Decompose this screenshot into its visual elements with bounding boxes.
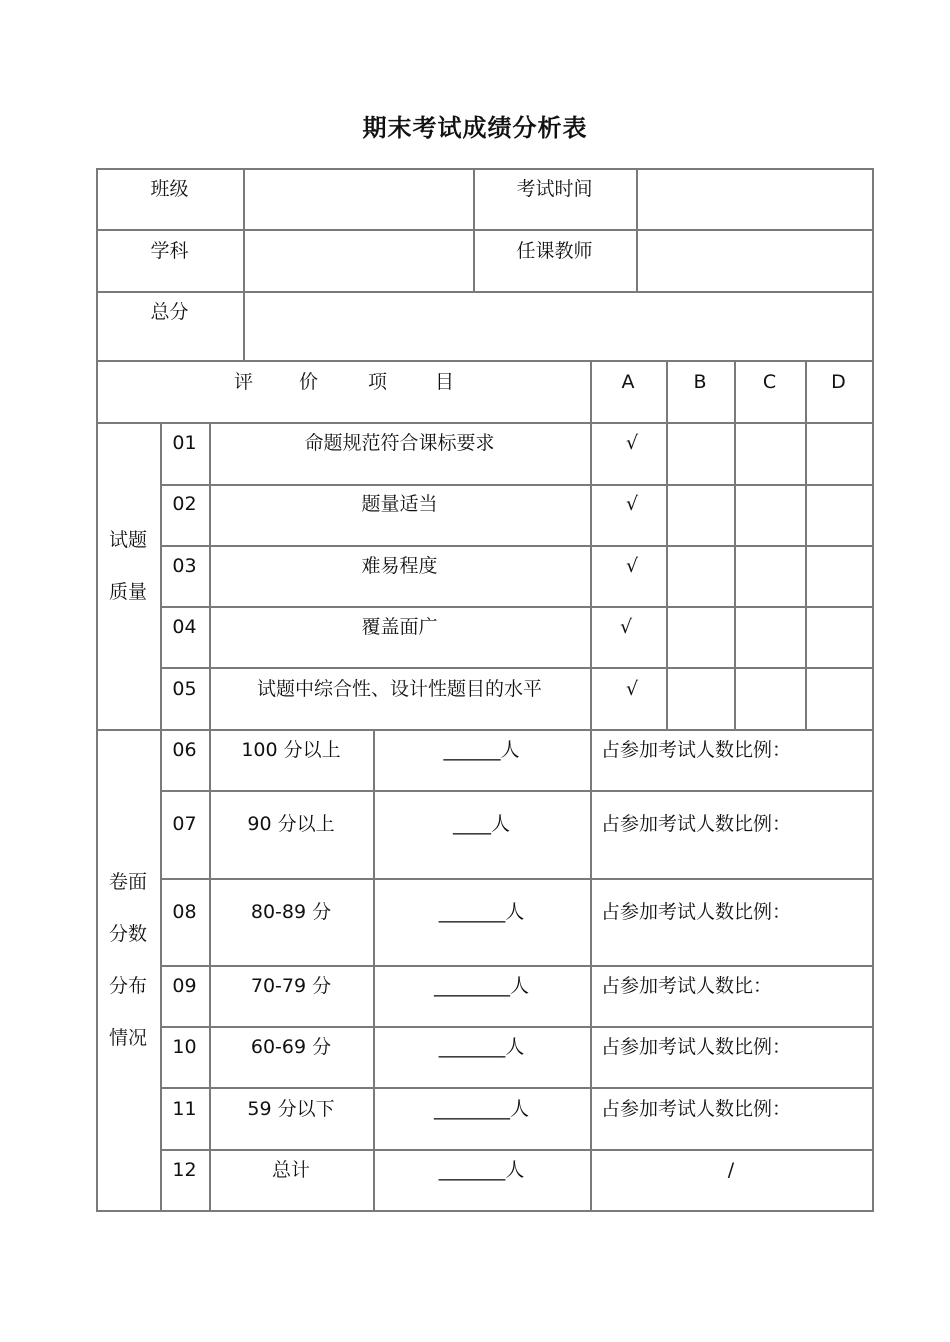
grade-c-header: C: [762, 371, 777, 393]
student-count: ________人: [433, 975, 529, 997]
score-range: 70-79 分: [250, 975, 332, 997]
col-divider: [666, 360, 668, 729]
item-number: 08: [172, 901, 197, 923]
col-divider: [805, 360, 807, 729]
eval-header-char: 价: [299, 371, 319, 393]
ratio-label: 占参加考试人数比例：: [601, 901, 792, 923]
item-number: 03: [172, 555, 197, 577]
score-range: 100 分以上: [241, 739, 341, 761]
grade-a-check: √: [626, 555, 639, 577]
distribution-group-label: [96, 856, 160, 1064]
total-label-row: 总计: [271, 1159, 310, 1181]
student-count: ________人: [433, 1098, 529, 1120]
distribution-group-label-line: 情况: [108, 1027, 147, 1049]
col-divider: [243, 168, 245, 360]
quality-group-label-line: 质量: [108, 581, 147, 603]
page-title: 期末考试成绩分析表: [362, 114, 588, 142]
row-divider: [96, 291, 874, 293]
grade-a-check: √: [626, 678, 639, 700]
row-divider: [160, 545, 874, 547]
eval-header-char: 评: [234, 371, 254, 393]
item-number: 11: [172, 1098, 197, 1120]
score-range: 60-69 分: [250, 1036, 332, 1058]
item-number: 07: [172, 813, 197, 835]
row-divider: [160, 1026, 874, 1028]
class-label: 班级: [150, 178, 189, 200]
student-count: _______人: [438, 1036, 525, 1058]
quality-group-label-line: 试题: [108, 529, 147, 551]
row-divider: [96, 229, 874, 231]
student-count: _______人: [438, 1159, 525, 1181]
item-number: 01: [172, 432, 197, 454]
row-divider: [160, 878, 874, 880]
item-description: 覆盖面广: [361, 616, 438, 638]
ratio-label: 占参加考试人数比例：: [601, 813, 792, 835]
class-field[interactable]: [246, 177, 472, 223]
student-count: _______人: [438, 901, 525, 923]
ratio-not-applicable: /: [727, 1159, 735, 1181]
exam-time-label: 考试时间: [516, 178, 593, 200]
grade-b-header: B: [693, 371, 707, 393]
item-description: 难易程度: [361, 555, 438, 577]
distribution-group-label-line: 分布: [108, 975, 147, 997]
row-divider: [160, 1149, 874, 1151]
item-number: 05: [172, 678, 197, 700]
total-field[interactable]: [246, 300, 870, 354]
row-divider: [160, 790, 874, 792]
score-range: 59 分以下: [247, 1098, 335, 1120]
item-description: 题量适当: [361, 493, 438, 515]
subject-field[interactable]: [246, 239, 472, 285]
score-analysis-table: [96, 168, 874, 1212]
eval-header-char: 目: [435, 371, 455, 393]
col-divider: [590, 360, 592, 1211]
item-number: 06: [172, 739, 197, 761]
grade-a-check: √: [626, 432, 639, 454]
grade-a-check: √: [626, 493, 639, 515]
item-number: 12: [172, 1159, 197, 1181]
row-divider: [160, 1087, 874, 1089]
score-range: 80-89 分: [250, 901, 332, 923]
total-label: 总分: [150, 301, 189, 323]
ratio-label: 占参加考试人数比：: [601, 975, 773, 997]
row-divider: [160, 965, 874, 967]
grade-a-check: √: [620, 616, 633, 638]
row-divider: [96, 360, 874, 362]
teacher-label: 任课教师: [516, 240, 593, 262]
item-description: 命题规范符合课标要求: [304, 432, 495, 454]
ratio-label: 占参加考试人数比例：: [601, 1036, 792, 1058]
col-divider: [734, 360, 736, 729]
item-number: 10: [172, 1036, 197, 1058]
col-divider: [373, 729, 375, 1211]
exam-time-field[interactable]: [639, 177, 871, 223]
row-divider: [160, 606, 874, 608]
eval-header-char: 项: [368, 371, 388, 393]
ratio-label: 占参加考试人数比例：: [601, 1098, 792, 1120]
quality-group-label: [96, 514, 160, 618]
table-border-top: [96, 168, 874, 170]
subject-label: 学科: [150, 240, 189, 262]
table-border-right: [872, 168, 874, 1212]
distribution-group-label-line: 卷面: [108, 871, 147, 893]
row-divider: [160, 667, 874, 669]
section-divider: [96, 729, 874, 731]
grade-d-header: D: [831, 371, 846, 393]
item-number: 02: [172, 493, 197, 515]
score-range: 90 分以上: [247, 813, 335, 835]
student-count: ______人: [443, 739, 520, 761]
item-description: 试题中综合性、设计性题目的水平: [256, 678, 542, 700]
teacher-field[interactable]: [639, 239, 871, 285]
ratio-label: 占参加考试人数比例：: [601, 739, 792, 761]
row-divider: [160, 484, 874, 486]
student-count: ____人: [452, 813, 510, 835]
col-divider: [636, 168, 638, 291]
item-number: 04: [172, 616, 197, 638]
table-border-bottom: [96, 1210, 874, 1212]
grade-a-header: A: [621, 371, 635, 393]
item-number: 09: [172, 975, 197, 997]
distribution-group-label-line: 分数: [108, 923, 147, 945]
row-divider: [96, 422, 874, 424]
